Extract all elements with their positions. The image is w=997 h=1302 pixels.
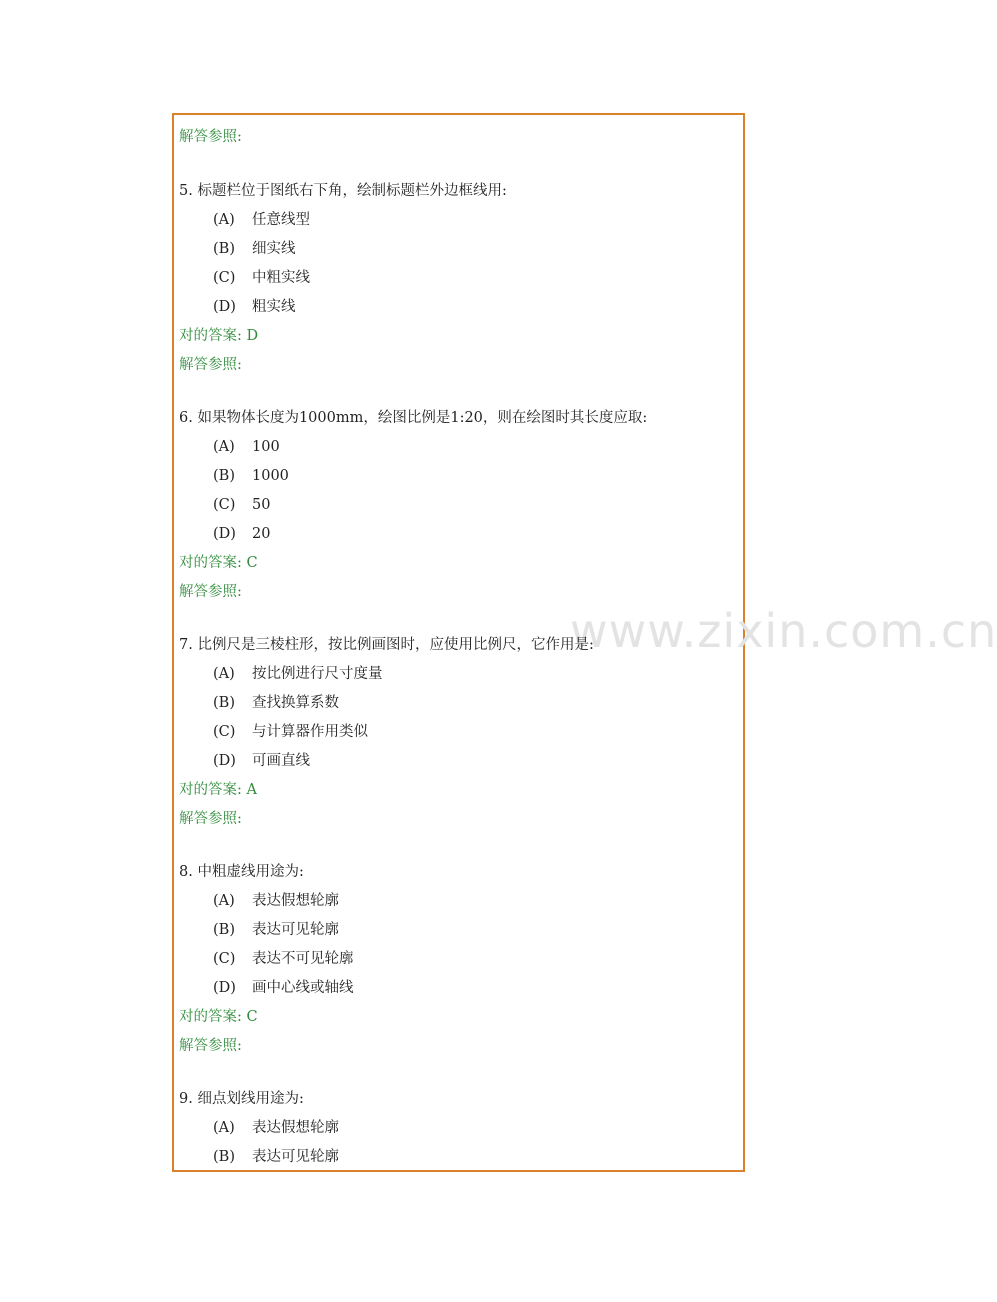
option-key: (B) xyxy=(213,1149,235,1165)
reference-label: 解答参照: xyxy=(179,1038,242,1054)
watermark: www.zixin.com.cn xyxy=(570,604,997,658)
option-text: 20 xyxy=(252,526,271,542)
reference-label: 解答参照: xyxy=(179,584,242,600)
question-stem: 9. 细点划线用途为: xyxy=(179,1091,304,1107)
option-text: 表达可见轮廓 xyxy=(252,922,339,938)
option-key: (A) xyxy=(213,666,235,682)
option-text: 可画直线 xyxy=(252,753,310,769)
option-key: (C) xyxy=(213,270,236,286)
correct-answer: 对的答案: A xyxy=(179,782,257,798)
question-stem: 8. 中粗虚线用途为: xyxy=(179,864,304,880)
option-key: (A) xyxy=(213,1120,235,1136)
option-text: 表达不可见轮廓 xyxy=(252,951,354,967)
correct-answer: 对的答案: C xyxy=(179,555,258,571)
option-text: 细实线 xyxy=(252,241,296,257)
option-key: (D) xyxy=(213,753,236,769)
option-key: (D) xyxy=(213,526,236,542)
reference-label: 解答参照: xyxy=(179,357,242,373)
option-key: (A) xyxy=(213,439,235,455)
option-text: 表达可见轮廓 xyxy=(252,1149,339,1165)
option-text: 100 xyxy=(252,439,280,455)
option-key: (A) xyxy=(213,893,235,909)
option-text: 表达假想轮廓 xyxy=(252,893,339,909)
reference-label: 解答参照: xyxy=(179,811,242,827)
option-key: (C) xyxy=(213,724,236,740)
option-key: (A) xyxy=(213,212,235,228)
question-stem: 6. 如果物体长度为1000mm，绘图比例是1:20，则在绘图时其长度应取: xyxy=(179,410,648,426)
correct-answer: 对的答案: C xyxy=(179,1009,258,1025)
option-text: 画中心线或轴线 xyxy=(252,980,354,996)
question-stem: 5. 标题栏位于图纸右下角，绘制标题栏外边框线用: xyxy=(179,183,507,199)
option-text: 查找换算系数 xyxy=(252,695,339,711)
option-text: 50 xyxy=(252,497,271,513)
option-text: 中粗实线 xyxy=(252,270,310,286)
option-key: (C) xyxy=(213,951,236,967)
option-text: 表达假想轮廓 xyxy=(252,1120,339,1136)
option-key: (D) xyxy=(213,299,236,315)
option-text: 任意线型 xyxy=(252,212,310,228)
option-text: 粗实线 xyxy=(252,299,296,315)
option-key: (C) xyxy=(213,497,236,513)
option-key: (B) xyxy=(213,468,235,484)
reference-label: 解答参照: xyxy=(179,129,242,145)
option-text: 1000 xyxy=(252,468,289,484)
option-text: 与计算器作用类似 xyxy=(252,724,368,740)
option-key: (B) xyxy=(213,922,235,938)
correct-answer: 对的答案: D xyxy=(179,328,259,344)
option-text: 按比例进行尺寸度量 xyxy=(252,666,383,682)
option-key: (D) xyxy=(213,980,236,996)
question-stem: 7. 比例尺是三棱柱形，按比例画图时，应使用比例尺，它作用是: xyxy=(179,637,594,653)
option-key: (B) xyxy=(213,695,235,711)
option-key: (B) xyxy=(213,241,235,257)
